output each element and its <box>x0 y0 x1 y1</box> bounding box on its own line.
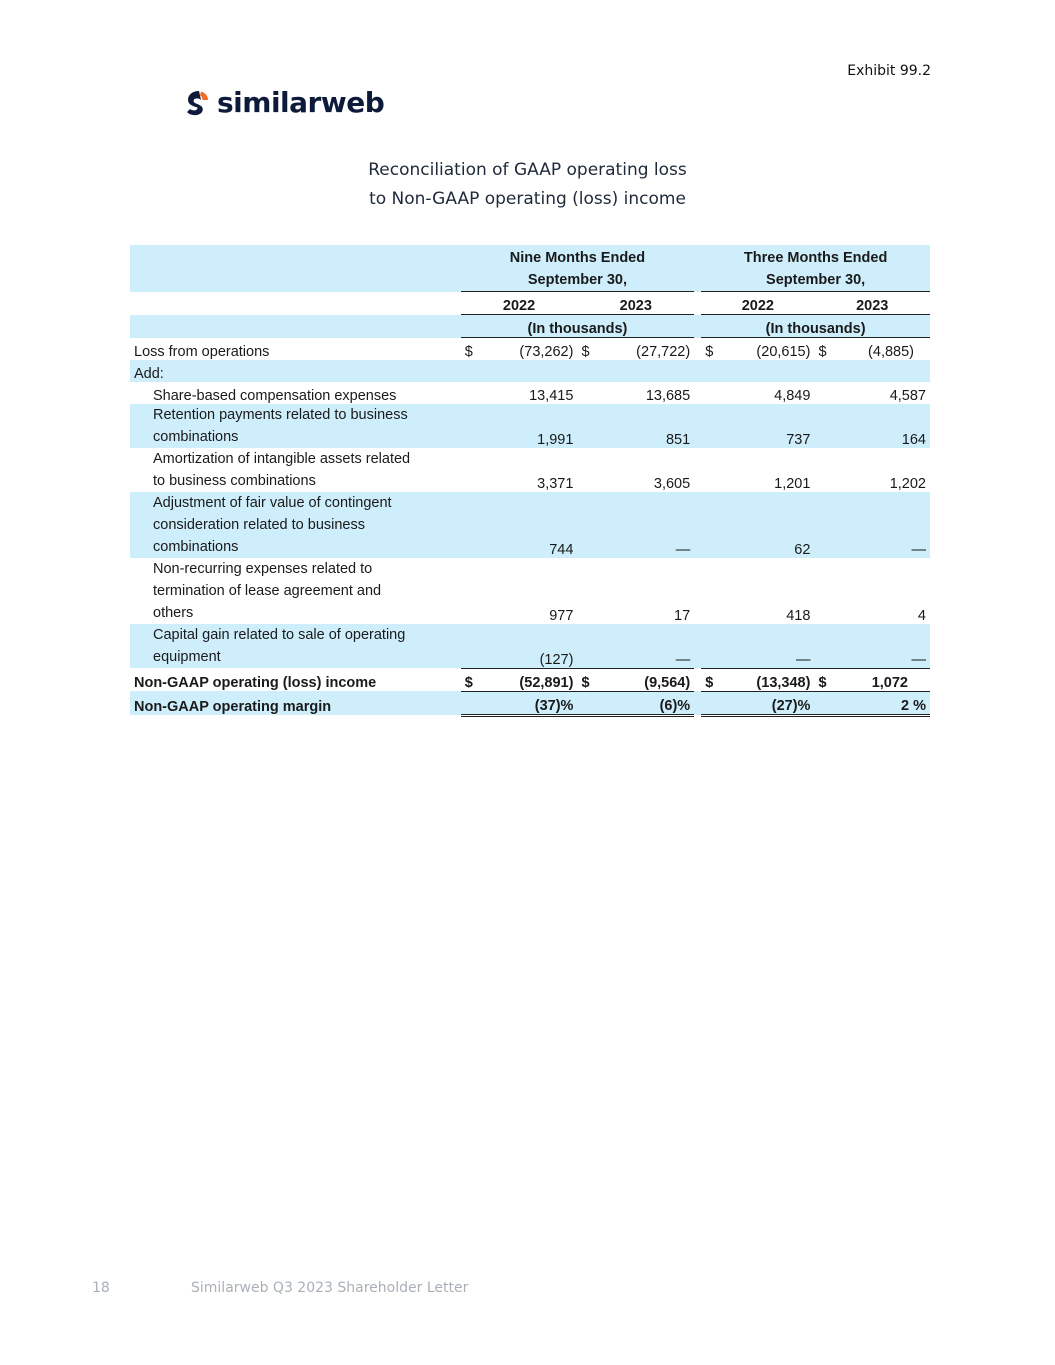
currency-symbol: $ <box>814 668 835 691</box>
row-label-line: combinations <box>153 429 239 445</box>
table-row <box>130 492 930 558</box>
value-cell: 1,072 <box>836 668 930 691</box>
logo-wordmark: similarweb <box>217 86 385 119</box>
row-label-line: termination of lease agreement and <box>153 583 382 599</box>
row-label-line: Non-recurring expenses related to <box>153 561 373 577</box>
value-cell: 851 <box>599 404 694 448</box>
value-cell: (27,722) <box>636 344 691 360</box>
similarweb-logo-icon <box>186 90 210 116</box>
value-cell: 13,685 <box>645 388 691 404</box>
year-header: 2022 <box>461 292 578 315</box>
row-label-line: consideration related to business <box>153 517 365 533</box>
row-label <box>130 558 461 624</box>
row-label-line: Amortization of intangible assets related <box>153 451 411 467</box>
similarweb-logo <box>186 86 384 119</box>
header-row-periods <box>130 245 930 292</box>
value-cell: — <box>599 624 694 668</box>
three-months-heading-2: September 30, <box>766 272 866 288</box>
value-cell: (52,891) <box>482 668 577 691</box>
currency-symbol: $ <box>464 344 473 360</box>
row-label-line: Capital gain related to sale of operating <box>153 627 406 643</box>
header-row-years <box>130 292 930 315</box>
year-header: 2023 <box>814 292 930 315</box>
currency-symbol: $ <box>701 668 722 691</box>
value-cell: — <box>836 624 930 668</box>
row-label <box>130 448 461 492</box>
currency-symbol: $ <box>577 668 598 691</box>
row-label-line: to business combinations <box>153 473 316 489</box>
table-row <box>130 404 930 448</box>
value-cell: 3,371 <box>537 476 574 492</box>
value-cell: 1,991 <box>482 404 577 448</box>
row-label: Non-GAAP operating margin <box>130 691 461 715</box>
value-cell: — <box>836 492 930 558</box>
page-number: 18 <box>92 1280 110 1296</box>
currency-symbol: $ <box>581 344 590 360</box>
value-cell: 977 <box>549 608 574 624</box>
value-cell: 3,605 <box>653 476 691 492</box>
currency-symbol: $ <box>705 344 714 360</box>
value-cell: 2 % <box>836 691 930 715</box>
title-line-1: Reconciliation of GAAP operating loss <box>368 160 687 180</box>
value-cell: (27)% <box>723 691 815 715</box>
value-cell: (4,885) <box>868 344 914 360</box>
table-row <box>130 382 930 404</box>
value-cell: 418 <box>786 608 811 624</box>
value-cell: 17 <box>674 608 691 624</box>
table-row <box>130 448 930 492</box>
row-label-line: combinations <box>153 539 239 555</box>
title-line-2: to Non-GAAP operating (loss) income <box>369 189 686 209</box>
page-title <box>0 156 1055 214</box>
value-cell: 1,201 <box>774 476 811 492</box>
table-row-margin <box>130 691 930 715</box>
row-label-line: Adjustment of fair value of contingent <box>153 495 392 511</box>
value-cell: (20,615) <box>756 344 811 360</box>
value-cell: 4 <box>917 608 926 624</box>
row-label <box>130 624 461 668</box>
value-cell: 737 <box>723 404 815 448</box>
value-cell: 744 <box>482 492 577 558</box>
value-cell: — <box>723 624 815 668</box>
row-label <box>130 492 461 558</box>
row-label: Share-based compensation expenses <box>153 388 397 404</box>
value-cell: — <box>599 492 694 558</box>
year-header: 2023 <box>577 292 694 315</box>
row-label-line: Retention payments related to business <box>153 407 408 423</box>
row-label <box>130 404 461 448</box>
row-label-line: equipment <box>153 649 221 665</box>
units-label: (In thousands) <box>701 315 930 338</box>
table-row-total <box>130 668 930 691</box>
value-cell: (13,348) <box>723 668 815 691</box>
three-months-heading-1: Three Months Ended <box>743 250 888 266</box>
currency-symbol: $ <box>818 344 827 360</box>
value-cell: (73,262) <box>519 344 574 360</box>
row-label: Loss from operations <box>134 344 270 360</box>
footer-text: Similarweb Q3 2023 Shareholder Letter <box>191 1280 469 1296</box>
value-cell: (127) <box>482 624 577 668</box>
value-cell: 1,202 <box>889 476 926 492</box>
reconciliation-table <box>130 245 930 717</box>
add-label: Add: <box>130 360 461 382</box>
units-label: (In thousands) <box>461 315 695 338</box>
header-row-units <box>130 315 930 338</box>
value-cell: 164 <box>836 404 930 448</box>
row-label-line: others <box>153 605 194 621</box>
value-cell: (6)% <box>599 691 694 715</box>
value-cell: 13,415 <box>529 388 574 404</box>
value-cell: 4,849 <box>774 388 811 404</box>
table-row <box>130 558 930 624</box>
exhibit-label: Exhibit 99.2 <box>847 63 931 79</box>
nine-months-heading-2: September 30, <box>527 272 627 288</box>
table-row <box>130 338 930 361</box>
row-label: Non-GAAP operating (loss) income <box>134 675 377 691</box>
value-cell: 4,587 <box>889 388 926 404</box>
nine-months-heading-1: Nine Months Ended <box>509 250 646 266</box>
value-cell: 62 <box>723 492 815 558</box>
currency-symbol: $ <box>461 668 482 691</box>
year-header: 2022 <box>701 292 814 315</box>
value-cell: (9,564) <box>599 668 694 691</box>
table-row <box>130 360 930 382</box>
table-row <box>130 624 930 668</box>
value-cell: (37)% <box>482 691 577 715</box>
